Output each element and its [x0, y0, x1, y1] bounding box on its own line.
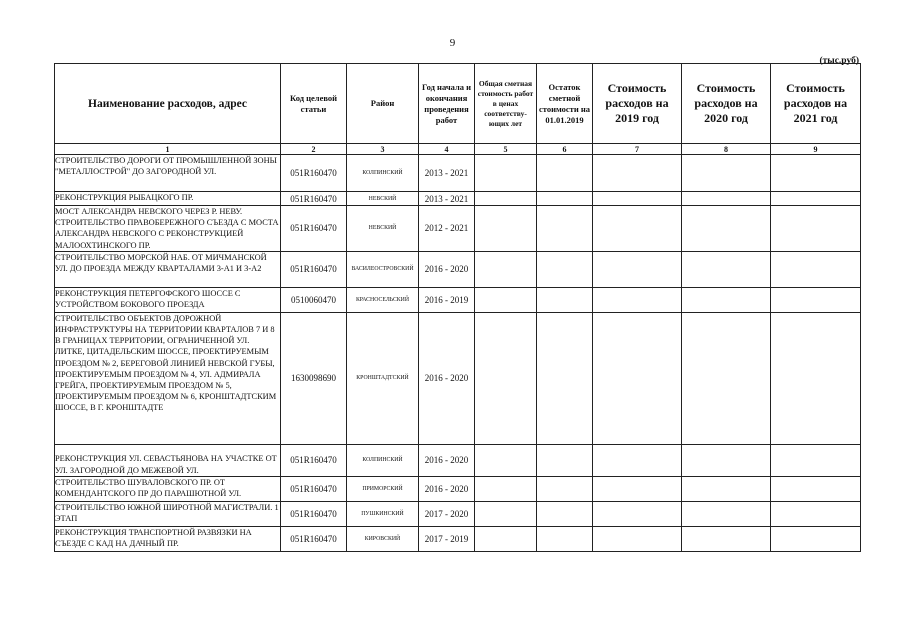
row-cell [771, 287, 861, 312]
row-cell [593, 444, 682, 476]
column-number: 7 [593, 144, 682, 155]
row-district: ПУШКИНСКИЙ [347, 501, 419, 526]
row-name: РЕКОНСТРУКЦИЯ ПЕТЕРГОФСКОГО ШОССЕ С УСТРОЙСТВОМ БОКОВОГО ПРОЕЗДА [55, 287, 281, 312]
row-cell [771, 312, 861, 444]
row-name: СТРОИТЕЛЬСТВО ЮЖНОЙ ШИРОТНОЙ МАГИСТРАЛИ. 1 ЭТАП [55, 501, 281, 526]
row-name: МОСТ АЛЕКСАНДРА НЕВСКОГО ЧЕРЕЗ Р. НЕВУ. СТРОИТЕЛЬСТВО ПРАВОБЕРЕЖНОГО СЪЕЗДА С МОСТА АЛЕКСАНДРА НЕВСКОГО С РЕКОНСТРУКЦИЕЙ МАЛООХТИНСКОГО ПР. [55, 207, 279, 250]
row-district: КОЛПИНСКИЙ [347, 444, 419, 476]
table-row [55, 155, 861, 192]
header-years: Год начала и окончания проведения работ [419, 64, 475, 144]
column-number: 5 [475, 144, 537, 155]
row-years: 2016 - 2020 [419, 251, 475, 287]
row-cell [593, 287, 682, 312]
page-number: 9 [449, 37, 456, 49]
row-cell [475, 155, 537, 192]
column-number: 6 [537, 144, 593, 155]
row-code: 0510060470 [281, 287, 347, 312]
row-cell [682, 444, 771, 476]
row-cell [537, 287, 593, 312]
row-cell [475, 206, 537, 252]
row-code: 051R160470 [281, 251, 347, 287]
column-number: 3 [347, 144, 419, 155]
row-cell [771, 206, 861, 252]
row-cell [593, 312, 682, 444]
row-name: РЕКОНСТРУКЦИЯ РЫБАЦКОГО ПР. [55, 192, 281, 206]
row-district: НЕВСКИЙ [347, 206, 419, 252]
row-cell [771, 192, 861, 206]
header-code: Код целевой статьи [281, 64, 347, 144]
row-cell [537, 251, 593, 287]
row-cell [771, 444, 861, 476]
row-cell [475, 312, 537, 444]
row-cell [682, 312, 771, 444]
row-cell [537, 312, 593, 444]
row-district: КИРОВСКИЙ [347, 526, 419, 551]
row-code: 051R160470 [281, 206, 347, 252]
expenses-table [54, 63, 861, 552]
row-cell [537, 192, 593, 206]
row-cell [771, 251, 861, 287]
units-label: (тыс.руб) [819, 56, 859, 66]
row-name: РЕКОНСТРУКЦИЯ ТРАНСПОРТНОЙ РАЗВЯЗКИ НА СЪЕЗДЕ С КАД НА ДАЧНЫЙ ПР. [55, 526, 281, 551]
row-cell [593, 501, 682, 526]
row-cell [682, 501, 771, 526]
row-cell [771, 501, 861, 526]
column-number: 4 [419, 144, 475, 155]
row-cell [475, 251, 537, 287]
header-cost-2021: Стоимость расходов на 2021 год [771, 64, 861, 144]
row-code: 051R160470 [281, 526, 347, 551]
table-row [55, 501, 861, 526]
row-name: СТРОИТЕЛЬСТВО ОБЪЕКТОВ ДОРОЖНОЙ ИНФРАСТРУКТУРЫ НА ТЕРРИТОРИИ КВАРТАЛОВ 7 И 8 В ГРАНИЦАХ ТЕРРИТОРИИ, ОГРАНИЧЕННОЙ УЛ. ЛИТКЕ, ЦИТАДЕЛЬСКИМ ШОССЕ, ПРОЕКТИРУЕМЫМ ПРОЕЗДОМ № 2, БЕРЕГОВОЙ ЛИНИЕЙ НЕВСКОЙ ГУБЫ, ПРОЕКТИРУЕМЫМ ПРОЕЗДОМ № 4, УЛ. АДМИРАЛА ГРЕЙГА, ПРОЕКТИРУЕМЫМ ПРОЕЗДОМ № 5, ПРОЕКТИРУЕМЫМ ПРОЕЗДОМ № 6, КРОНШТАДТСКИМ ШОССЕ, В Г. КРОНШТАДТЕ [55, 312, 281, 444]
header-cost-2019: Стоимость расходов на 2019 год [593, 64, 682, 144]
row-years: 2017 - 2019 [419, 526, 475, 551]
row-years: 2016 - 2019 [419, 287, 475, 312]
row-district: КОЛПИНСКИЙ [347, 155, 419, 192]
row-years: 2013 - 2021 [419, 155, 475, 192]
row-district: КРОНШТАДТСКИЙ [347, 312, 419, 444]
row-cell [593, 251, 682, 287]
row-name: СТРОИТЕЛЬСТВО ДОРОГИ ОТ ПРОМЫШЛЕННОЙ ЗОНЫ "МЕТАЛЛОСТРОЙ" ДО ЗАГОРОДНОЙ УЛ. [55, 155, 281, 192]
header-cost-2020: Стоимость расходов на 2020 год [682, 64, 771, 144]
row-cell [537, 444, 593, 476]
row-cell [475, 476, 537, 501]
row-district: ПРИМОРСКИЙ [347, 476, 419, 501]
table-row [55, 312, 861, 444]
table-row [55, 287, 861, 312]
table-row [55, 192, 861, 206]
row-district: КРАСНОСЕЛЬСКИЙ [347, 287, 419, 312]
table-row [55, 476, 861, 501]
row-cell [475, 287, 537, 312]
row-cell [682, 155, 771, 192]
row-years: 2016 - 2020 [419, 476, 475, 501]
header-total-cost: Общая сметная стоимость работ в ценах соответству-ющих лет [475, 64, 537, 144]
table-row [55, 251, 861, 287]
table-row [55, 526, 861, 551]
column-number: 1 [55, 144, 281, 155]
row-cell [537, 526, 593, 551]
row-cell [682, 206, 771, 252]
row-cell [682, 251, 771, 287]
row-cell [682, 476, 771, 501]
row-cell [771, 476, 861, 501]
row-district: НЕВСКИЙ [347, 192, 419, 206]
row-cell [537, 155, 593, 192]
row-cell [593, 155, 682, 192]
row-name: РЕКОНСТРУКЦИЯ УЛ. СЕВАСТЬЯНОВА НА УЧАСТКЕ ОТ УЛ. ЗАГОРОДНОЙ ДО МЕЖЕВОЙ УЛ. [55, 444, 281, 476]
header-name: Наименование расходов, адрес [55, 64, 281, 144]
row-cell [682, 192, 771, 206]
row-code: 051R160470 [281, 501, 347, 526]
row-cell [593, 192, 682, 206]
row-cell [537, 476, 593, 501]
row-cell [771, 526, 861, 551]
row-district: ВАСИЛЕОСТРОВСКИЙ [347, 251, 419, 287]
column-number-row [55, 144, 861, 155]
row-cell [475, 526, 537, 551]
table-row [55, 444, 861, 476]
row-cell [593, 526, 682, 551]
row-code: 051R160470 [281, 444, 347, 476]
row-code: 051R160470 [281, 155, 347, 192]
row-cell [593, 476, 682, 501]
row-cell [682, 526, 771, 551]
column-number: 2 [281, 144, 347, 155]
row-cell [682, 287, 771, 312]
row-cell [537, 501, 593, 526]
row-cell [475, 192, 537, 206]
header-row [55, 64, 861, 144]
header-remaining-cost: Остаток сметной стоимости на 01.01.2019 [537, 64, 593, 144]
row-cell [537, 206, 593, 252]
table-row [55, 206, 861, 252]
row-years: 2016 - 2020 [419, 444, 475, 476]
row-name: СТРОИТЕЛЬСТВО ШУВАЛОВСКОГО ПР. ОТ КОМЕНДАНТСКОГО ПР ДО ПАРАШЮТНОЙ УЛ. [55, 476, 281, 501]
row-years: 2013 - 2021 [419, 192, 475, 206]
row-code: 1630098690 [281, 312, 347, 444]
row-name: СТРОИТЕЛЬСТВО МОРСКОЙ НАБ. ОТ МИЧМАНСКОЙ УЛ. ДО ПРОЕЗДА МЕЖДУ КВАРТАЛАМИ 3-А1 И 3-А2 [55, 251, 281, 287]
row-cell [475, 444, 537, 476]
row-cell [771, 155, 861, 192]
row-cell [593, 206, 682, 252]
row-cell [475, 501, 537, 526]
row-code: 051R160470 [281, 476, 347, 501]
row-years: 2012 - 2021 [419, 206, 475, 252]
header-district: Район [347, 64, 419, 144]
row-years: 2017 - 2020 [419, 501, 475, 526]
row-years: 2016 - 2020 [419, 312, 475, 444]
column-number: 9 [771, 144, 861, 155]
row-code: 051R160470 [281, 192, 347, 206]
column-number: 8 [682, 144, 771, 155]
